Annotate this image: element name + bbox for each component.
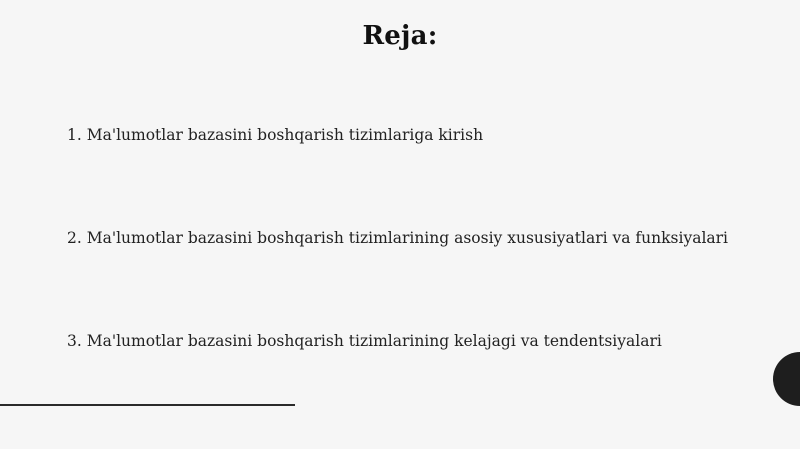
plan-item-3: 3. Ma'lumotlar bazasini boshqarish tizimlarining kelajagi va tendentsiyalari [67, 332, 662, 350]
plan-item-1: 1. Ma'lumotlar bazasini boshqarish tizimlariga kirish [67, 126, 484, 144]
decorative-circle-icon [773, 352, 800, 406]
slide-title: Reja: [362, 21, 438, 51]
decorative-divider-line [0, 404, 295, 406]
plan-item-2: 2. Ma'lumotlar bazasini boshqarish tizimlarining asosiy xususiyatlari va funksiyalari [67, 229, 729, 247]
